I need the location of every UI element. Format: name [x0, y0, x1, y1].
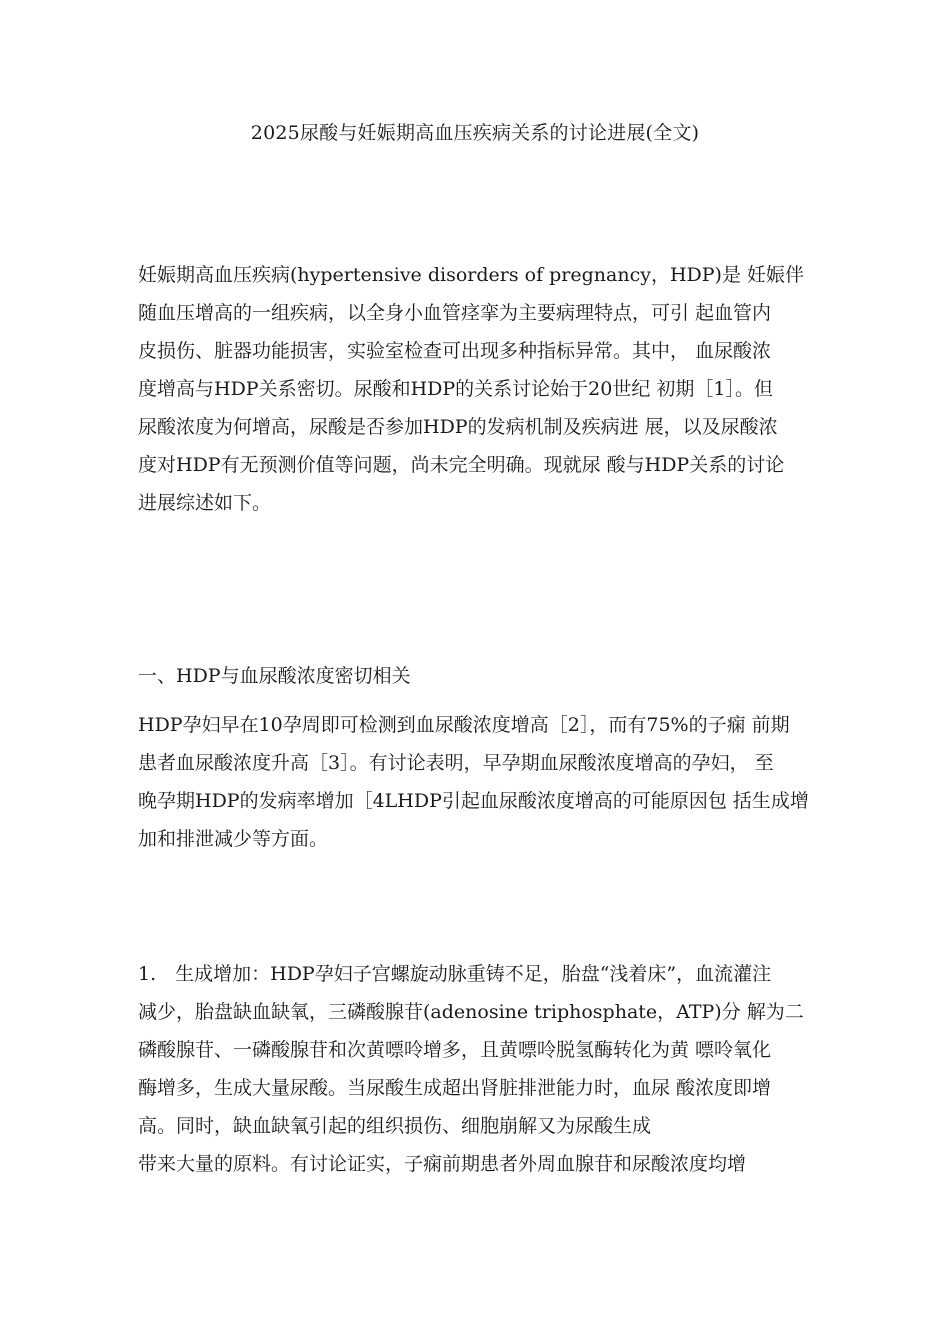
- paragraph-line: 高。同时，缺血缺氧引起的组织损伤、细胞崩解又为尿酸生成: [138, 1115, 652, 1137]
- paragraph-line: 妊娠期高血压疾病(hypertensive disorders of pregnancy，HDP)是 妊娠伴: [138, 264, 805, 286]
- section1-paragraph: [138, 706, 828, 858]
- paragraph-line: 带来大量的原料。有讨论证实，子痫前期患者外周血腺苷和尿酸浓度均增: [138, 1153, 747, 1175]
- intro-paragraph: [138, 256, 828, 522]
- paragraph-line: 尿酸浓度为何增高，尿酸是否参加HDP的发病机制及疾病进 展，以及尿酸浓: [138, 416, 778, 438]
- subsection1-paragraph: [138, 955, 828, 1183]
- paragraph-line: 进展综述如下。: [138, 492, 272, 514]
- paragraph-line: 加和排泄减少等方面。: [138, 828, 329, 850]
- paragraph-line: 酶增多，生成大量尿酸。当尿酸生成超出肾脏排泄能力时，血尿 酸浓度即增: [138, 1077, 772, 1099]
- paragraph-line: 皮损伤、脏器功能损害，实验室检查可出现多种指标异常。其中， 血尿酸浓: [138, 340, 772, 362]
- paragraph-line: 随血压增高的一组疾病，以全身小血管痉挛为主要病理特点，可引 起血管内: [138, 302, 772, 324]
- paragraph-line: HDP孕妇早在10孕周即可检测到血尿酸浓度增高［2］，而有75%的子痫 前期: [138, 714, 790, 736]
- paragraph-line: 1. 生成增加：HDP孕妇子宫螺旋动脉重铸不足，胎盘“浅着床”，血流灌注: [138, 963, 772, 985]
- paragraph-line: 晚孕期HDP的发病率增加［4LHDP引起血尿酸浓度增高的可能原因包 括生成增: [138, 790, 809, 812]
- paragraph-line: 度对HDP有无预测价值等问题，尚未完全明确。现就尿 酸与HDP关系的讨论: [138, 454, 785, 476]
- paragraph-line: 患者血尿酸浓度升高［3］。有讨论表明，早孕期血尿酸浓度增高的孕妇， 至: [138, 752, 774, 774]
- paragraph-line: 度增高与HDP关系密切。尿酸和HDP的关系讨论始于20世纪 初期［1］。但: [138, 378, 773, 400]
- paragraph-line: 减少，胎盘缺血缺氧，三磷酸腺苷(adenosine triphosphate，ATP)分 解为二: [138, 1001, 804, 1023]
- paragraph-line: 磷酸腺苷、一磷酸腺苷和次黄嘌呤增多，且黄嘌呤脱氢酶转化为黄 嘌呤氧化: [138, 1039, 772, 1061]
- section-heading: [138, 657, 828, 695]
- section-heading-text: 一、HDP与血尿酸浓度密切相关: [138, 665, 411, 687]
- document-title: 2025尿酸与妊娠期高血压疾病关系的讨论进展(全文): [250, 122, 700, 144]
